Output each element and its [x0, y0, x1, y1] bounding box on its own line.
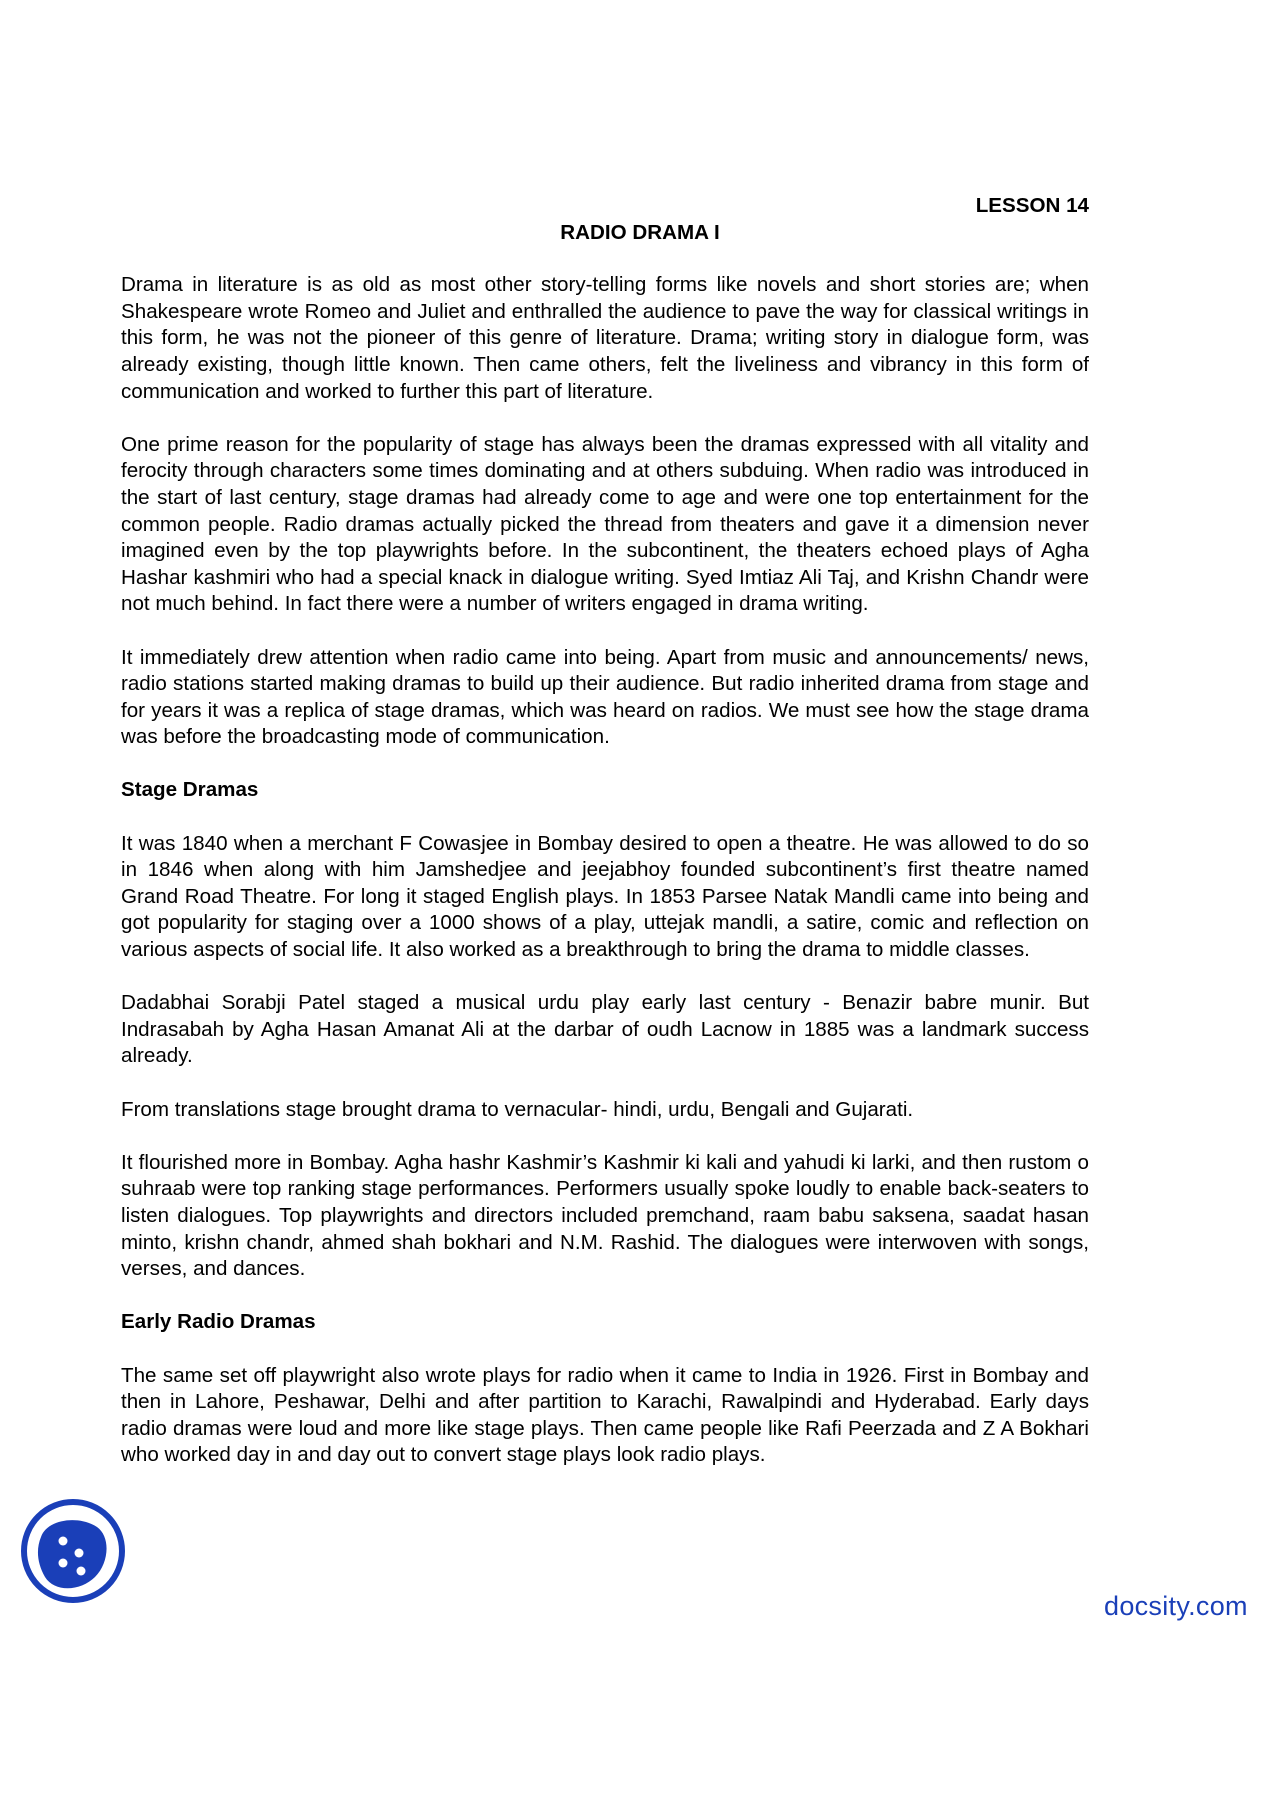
section-heading-early-radio-dramas: Early Radio Dramas — [121, 1310, 316, 1334]
stage-paragraph-2: Dadabhai Sorabji Patel staged a musical urdu play early last century - Benazir babre munir. But Indrasabah by Agha Hasan Amanat Ali at the darbar of oudh Lacnow in 1885 was a landmark success already. — [121, 991, 1089, 1068]
docsity-logo-icon — [19, 1497, 127, 1605]
early-radio-paragraph-1: The same set off playwright also wrote plays for radio when it came to India in 1926. First in Bombay and then in Lahore, Peshawar, Delhi and after partition to Karachi, Rawalpindi and Hyderabad. Early days radio dramas were loud and more like stage plays. Then came people like Rafi Peerzada and Z A Bokhari who worked day in and day out to convert stage plays look radio plays. — [121, 1363, 1089, 1467]
stage-paragraph-1: It was 1840 when a merchant F Cowasjee in Bombay desired to open a theatre. He was allowed to do so in 1846 when along with him Jamshedjee and jeejabhoy founded subcontinent’s first theatre named Grand Road Theatre. For long it staged English plays. In 1853 Parsee Natak Mandli came into being and got popularity for staging over a 1000 shows of a play, uttejak mandli, a satire, comic and reflection on various aspects of social life. It also worked as a breakthrough to bring the drama to middle classes. — [121, 831, 1089, 962]
intro-paragraph-2: One prime reason for the popularity of stage has always been the dramas expressed with all vitality and ferocity through characters some times dominating and at others subduing. When radio was introduced in the start of last century, stage dramas had already come to age and were one top entertainment for the common people. Radio dramas actually picked the thread from theaters and gave it a dimension never imagined even by the top playwrights before. In the subcontinent, the theaters echoed plays of Agha Hashar kashmiri who had a special knack in dialogue writing. Syed Imtiaz Ali Taj, and Krishn Chandr were not much behind. In fact there were a number of writers engaged in drama writing. — [121, 432, 1089, 616]
docsity-watermark-text: docsity.com — [1104, 1591, 1248, 1621]
section-heading-stage-dramas: Stage Dramas — [121, 778, 259, 802]
document-body — [121, 193, 1089, 1496]
stage-paragraph-4: It flourished more in Bombay. Agha hashr Kashmir’s Kashmir ki kali and yahudi ki larki, and then rustom o suhraab were top ranking stage performances. Performers usually spoke loudly to enable back-seaters to listen dialogues. Top playwrights and directors included premchand, raam babu saksena, saadat hasan minto, krishn chandr, ahmed shah bokhari and N.M. Rashid. The dialogues were interwoven with songs, verses, and dances. — [121, 1150, 1089, 1281]
page-title: RADIO DRAMA I — [560, 220, 720, 244]
stage-paragraph-3: From translations stage brought drama to vernacular- hindi, urdu, Bengali and Gujarati. — [121, 1097, 914, 1121]
intro-paragraph-1: Drama in literature is as old as most other story-telling forms like novels and short stories are; when Shakespeare wrote Romeo and Juliet and enthralled the audience to pave the way for classical writings in this form, he was not the pioneer of this genre of literature. Drama; writing story in dialogue form, was already existing, though little known. Then came others, felt the liveliness and vibrancy in this form of communication and worked to further this part of literature. — [121, 273, 1089, 403]
lesson-label: LESSON 14 — [975, 194, 1089, 217]
intro-paragraph-3: It immediately drew attention when radio came into being. Apart from music and announcements/ news, radio stations started making dramas to build up their audience. But radio inherited drama from stage and for years it was a replica of stage dramas, which was heard on radios. We must see how the stage drama was before the broadcasting mode of communication. — [121, 645, 1089, 749]
